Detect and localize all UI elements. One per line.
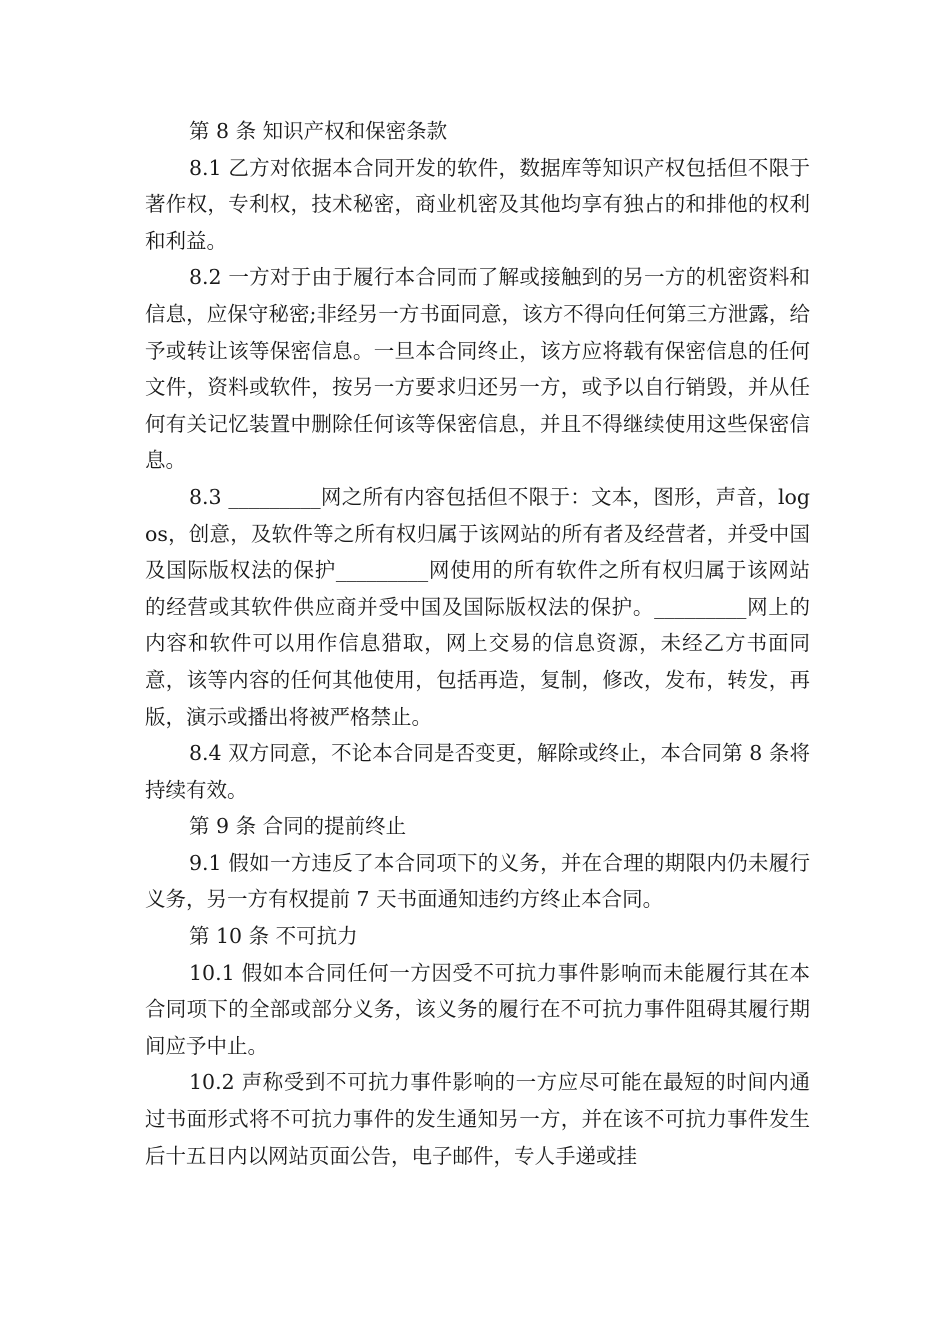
clause-10-2: 10.2 声称受到不可抗力事件影响的一方应尽可能在最短的时间内通过书面形式将不可抗力事件的发生通知另一方，并在该不可抗力事件发生后十五日内以网站页面公告，电子邮件，专人手递或挂 bbox=[145, 1070, 810, 1168]
clause-10-1: 10.1 假如本合同任何一方因受不可抗力事件影响而未能履行其在本合同项下的全部或部分义务，该义务的履行在不可抗力事件阻碍其履行期间应予中止。 bbox=[145, 960, 810, 1058]
article-8-heading: 第 8 条 知识产权和保密条款 bbox=[189, 119, 448, 143]
document-page bbox=[145, 113, 810, 1174]
clause-8-4: 8.4 双方同意，不论本合同是否变更，解除或终止，本合同第 8 条将持续有效。 bbox=[145, 741, 810, 802]
article-9-heading: 第 9 条 合同的提前终止 bbox=[189, 814, 407, 839]
clause-8-3: 8.3 _________网之所有内容包括但不限于：文本，图形，声音，logos，创意，及软件等之所有权归属于该网站的所有者及经营者，并受中国及国际版权法的保护_________网使用的所有软件之所有权归属于该网站的经营或其软件供应商并受中国及国际版权法的保护。_________网上的内容和软件可以用作信息猎取，网上交易的信息资源，未经乙方书面同意，该等内容的任何其他使用，包括再造，复制，修改，发布，转发，再版，演示或播出将被严格禁止。 bbox=[145, 484, 810, 729]
clause-8-2: 8.2 一方对于由于履行本合同而了解或接触到的另一方的机密资料和信息，应保守秘密;非经另一方书面同意，该方不得向任何第三方泄露，给予或转让该等保密信息。一旦本合同终止，该方应将载有保密信息的任何文件，资料或软件，按另一方要求归还另一方，或予以自行销毁，并从任何有关记忆装置中删除任何该等保密信息，并且不得继续使用这些保密信息。 bbox=[145, 265, 810, 473]
clause-9-1: 9.1 假如一方违反了本合同项下的义务，并在合理的期限内仍未履行义务，另一方有权提前 7 天书面通知违约方终止本合同。 bbox=[145, 850, 810, 912]
article-10-heading: 第 10 条 不可抗力 bbox=[189, 924, 358, 949]
clause-8-1: 8.1 乙方对依据本合同开发的软件，数据库等知识产权包括但不限于著作权，专利权，技术秘密，商业机密及其他均享有独占的和排他的权利和利益。 bbox=[145, 155, 810, 253]
